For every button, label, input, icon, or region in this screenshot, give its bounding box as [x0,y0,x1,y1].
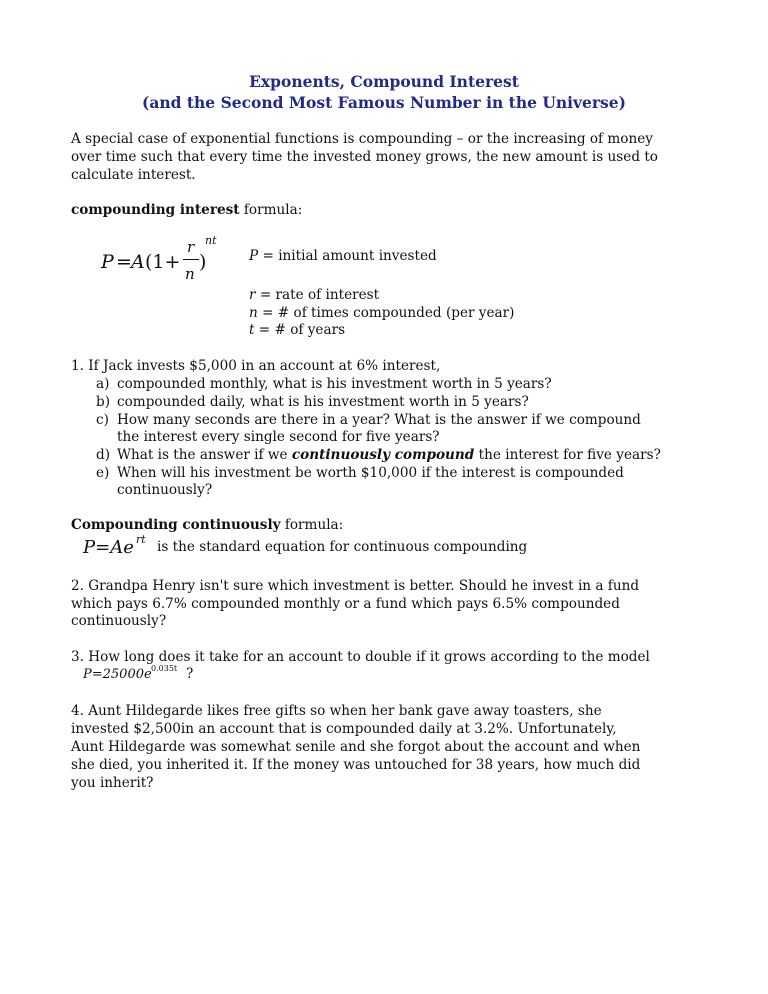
q1d-letter: d) [96,447,111,463]
title-line-1: Exponents, Compound Interest [249,72,519,91]
formula-exponent: nt [205,234,217,247]
def-p-text: = initial amount invested [258,248,437,264]
compound-formula-label [71,202,302,220]
q1b-text: compounded daily, what is his investment worth in 5 years? [117,394,529,410]
intro-line-3: calculate interest. [71,167,196,183]
def-t-text: = # of years [254,322,346,338]
q2-line-2: which pays 6.7% compounded monthly or a fund which pays 6.5% compounded [71,596,620,612]
compound-formula-label-bold: compounding interest [71,202,240,218]
q1d-text [117,447,661,465]
formula-p: P [101,251,114,273]
q1c-letter: c) [96,412,109,428]
def-r-text: = rate of interest [255,287,380,303]
continuous-formula-label-rest: formula: [280,517,344,533]
q4-line-5: you inherit? [71,775,154,791]
def-t [249,322,345,340]
q1d-post: the interest for five years? [474,447,661,463]
def-p [249,248,437,266]
formula-equals: = [116,251,132,273]
continuous-formula-label [71,517,343,535]
compound-formula-label-rest: formula: [239,202,303,218]
q3-model: P=25000e [83,667,152,682]
q3-model-exponent: 0.035t [151,664,178,673]
q1b-letter: b) [96,394,111,410]
def-p-var: P [249,248,259,264]
def-r [249,287,379,305]
fraction-bar [183,259,199,260]
q3-question-mark: ? [186,666,194,682]
def-n [249,305,514,323]
q1d-pre: What is the answer if we [117,447,292,463]
title-line-2: (and the Second Most Famous Number in the Universe) [142,93,626,112]
q4-line-3: Aunt Hildegarde was somewhat senile and she forgot about the account and when [71,739,641,755]
formula-a: A [131,251,145,273]
q4-line-4: she died, you inherited it. If the money was untouched for 38 years, how much did [71,757,641,773]
q1-lead: 1. If Jack invests $5,000 in an account at 6% interest, [71,358,441,374]
def-n-var: n [249,305,258,321]
intro-line-1: A special case of exponential functions is compounding – or the increasing of money [71,131,653,147]
def-t-var: t [249,322,255,338]
q1a-text: compounded monthly, what is his investment worth in 5 years? [117,376,552,392]
q1e-letter: e) [96,465,110,481]
def-r-var: r [249,287,256,303]
q1c-text-2: the interest every single second for five years? [117,429,440,445]
continuous-formula-label-bold: Compounding continuously [71,517,281,533]
intro-line-2: over time such that every time the invested money grows, the new amount is used to [71,149,658,165]
continuous-description: is the standard equation for continuous compounding [157,539,528,555]
q3-line: 3. How long does it take for an account to double if it grows according to the model [71,649,650,665]
q2-line-3: continuously? [71,613,167,629]
q4-line-1: 4. Aunt Hildegarde likes free gifts so when her bank gave away toasters, she [71,703,602,719]
q4-line-2: invested $2,500in an account that is compounded daily at 3.2%. Unfortunately, [71,721,617,737]
formula-one-plus: (1+ [145,251,181,273]
continuous-formula: P=Ae [83,537,134,558]
q1e-text-2: continuously? [117,482,213,498]
q1d-bold: continuously compound [291,447,475,463]
q2-line-1: 2. Grandpa Henry isn't sure which investment is better. Should he invest in a fund [71,578,640,594]
formula-close-paren: ) [199,251,207,273]
def-n-text: = # of times compounded (per year) [257,305,515,321]
q1a-letter: a) [96,376,110,392]
formula-n: n [185,265,195,283]
formula-r: r [187,238,195,256]
q1e-text-1: When will his investment be worth $10,000 if the interest is compounded [117,465,624,481]
continuous-formula-exponent: rt [136,533,146,546]
q1c-text-1: How many seconds are there in a year? What is the answer if we compound [117,412,641,428]
